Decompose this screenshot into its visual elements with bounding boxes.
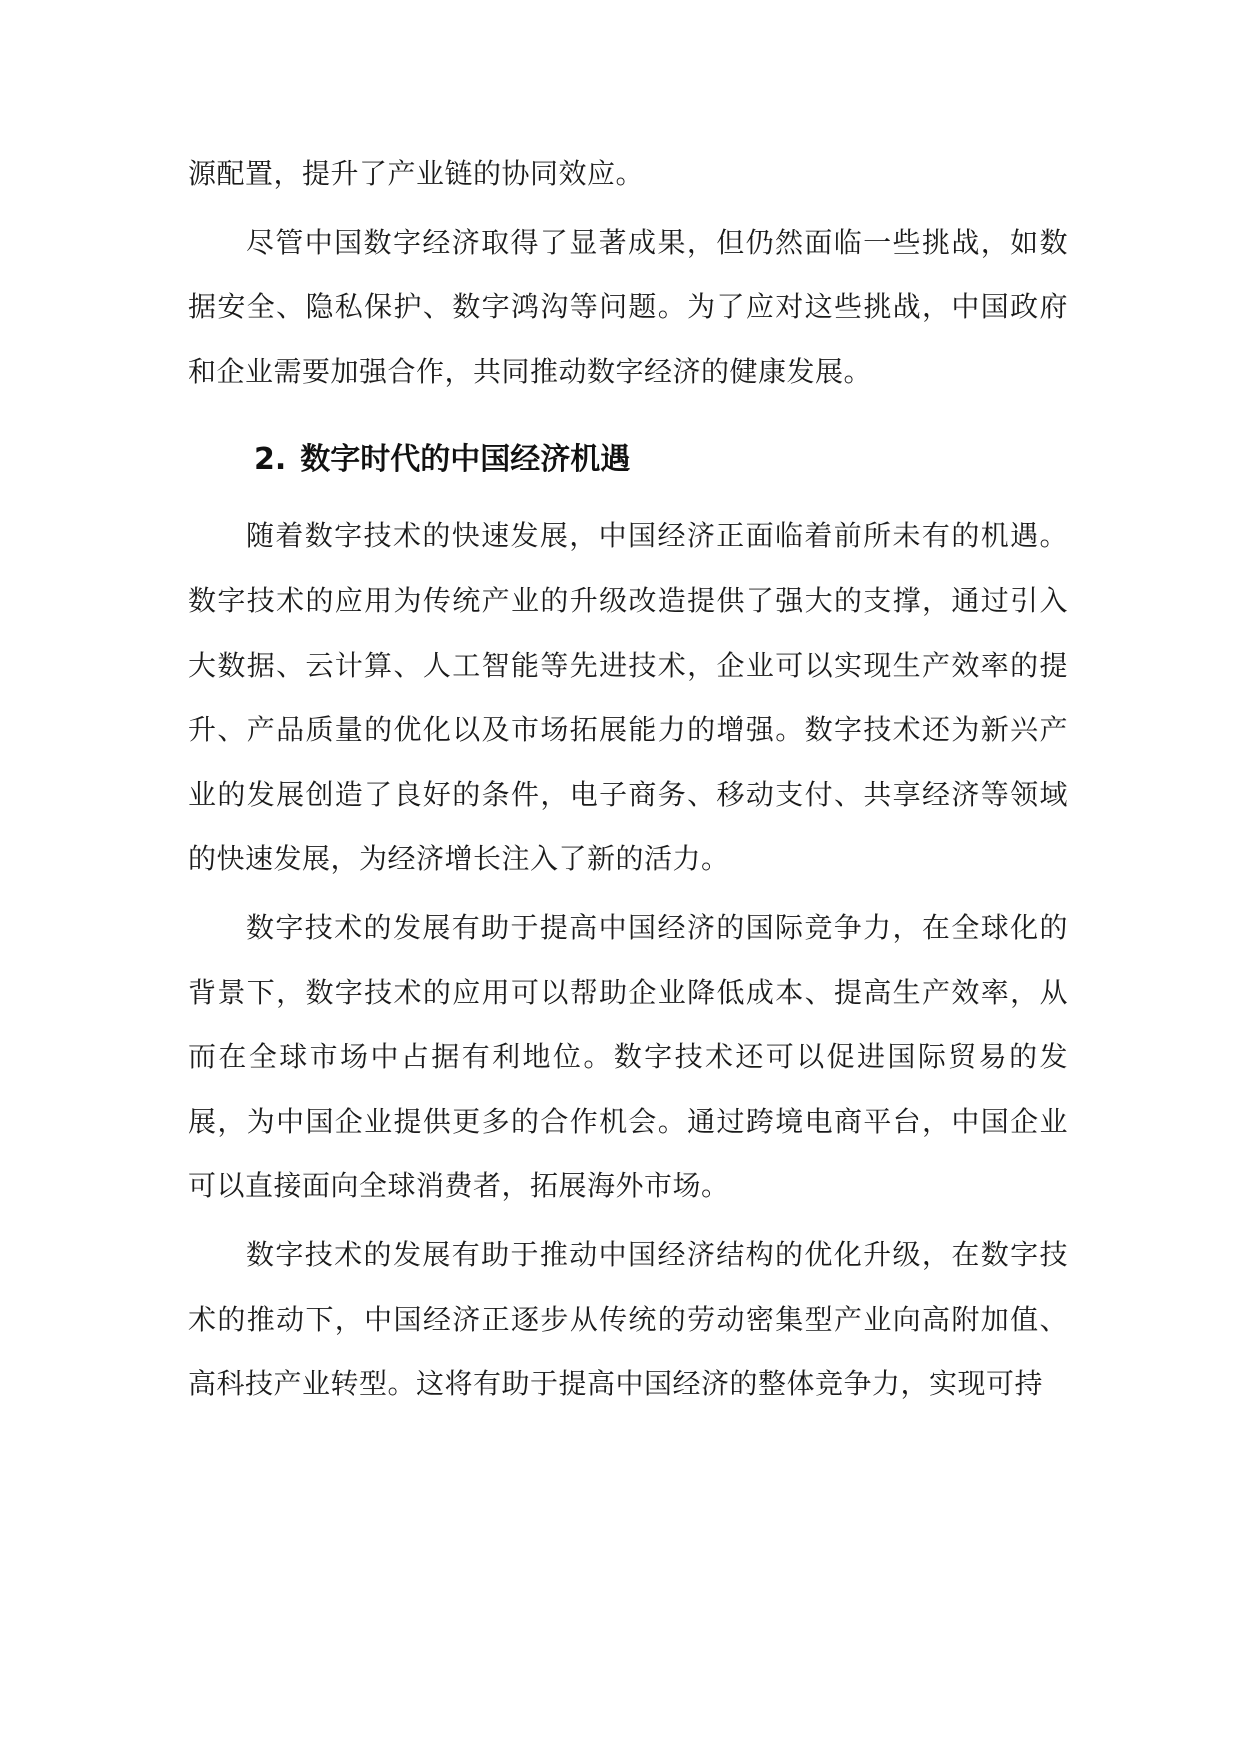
paragraph-challenges: 尽管中国数字经济取得了显著成果，但仍然面临一些挑战，如数据安全、隐私保护、数字鸿沟等问题。为了应对这些挑战，中国政府和企业需要加强合作，共同推动数字经济的健康发展。 [188,225,1068,388]
paragraph-structure: 数字技术的发展有助于推动中国经济结构的优化升级，在数字技术的推动下，中国经济正逐步从传统的劳动密集型产业向高附加值、高科技产业转型。这将有助于提高中国经济的整体竞争力，实现可持 [188,1237,1068,1401]
paragraph-opportunities: 随着数字技术的快速发展，中国经济正面临着前所未有的机遇。数字技术的应用为传统产业的升级改造提供了强大的支撑，通过引入大数据、云计算、人工智能等先进技术，企业可以实现生产效率的提升、产品质量的优化以及市场拓展能力的增强。数字技术还为新兴产业的发展创造了良好的条件，电子商务、移动支付、共享经济等领域的快速发展，为经济增长注入了新的活力。 [188,519,1068,876]
document-body [188,142,1068,1417]
paragraph-continued: 源配置，提升了产业链的协同效应。 [188,157,645,190]
section-title: 数字时代的中国经济机遇 [300,442,631,478]
paragraph-competitiveness: 数字技术的发展有助于提高中国经济的国际竞争力，在全球化的背景下，数字技术的应用可以帮助企业降低成本、提高生产效率，从而在全球市场中占据有利地位。数字技术还可以促进国际贸易的发展，为中国企业提供更多的合作机会。通过跨境电商平台，中国企业可以直接面向全球消费者，拓展海外市场。 [188,910,1068,1203]
section-number: 2. [254,442,287,478]
section-heading [188,430,1068,490]
